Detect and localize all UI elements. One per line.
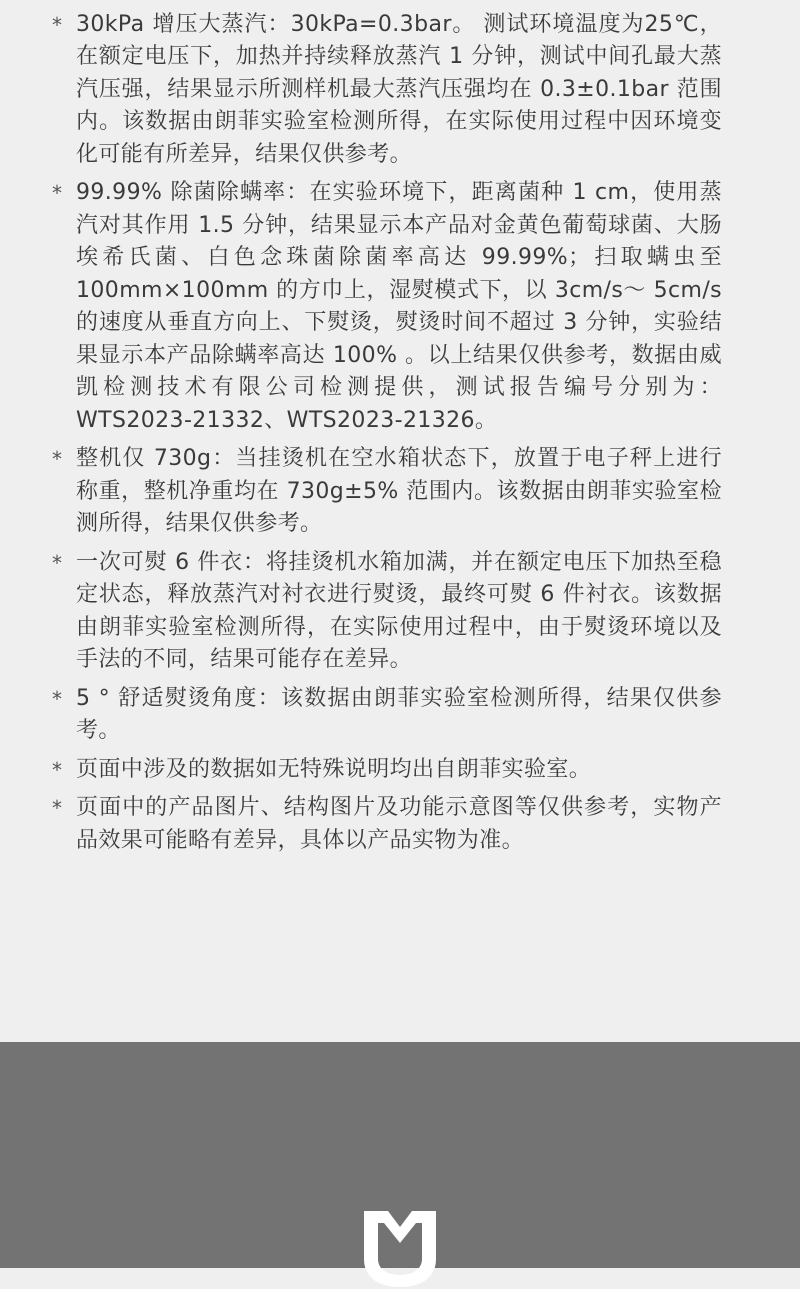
mijia-logo-icon (362, 1209, 438, 1289)
note-item-report-number (0, 0, 800, 3)
note-bullet: * (52, 686, 63, 711)
note-item-data-source (0, 754, 800, 787)
note-bullet: * (52, 447, 63, 471)
note-item-weight (0, 443, 800, 541)
note-bullet: * (52, 12, 63, 37)
note-item-garment-count (0, 547, 800, 677)
note-text: 页面中涉及的数据如无特殊说明均出自朗菲实验室。 (76, 756, 592, 782)
note-item-sterilization (0, 177, 800, 437)
note-item-image-reference (0, 792, 800, 857)
note-text: 整机仅 730g：当挂烫机在空水箱状态下，放置于电子秤上进行称重，整机净重均在 730g±5% 范围内。该数据由朗菲实验室检测所得，结果仅供参考。 (76, 446, 722, 536)
note-bullet: * (52, 796, 63, 820)
note-bullet: * (52, 181, 63, 205)
brand-footer (0, 1042, 800, 1268)
note-item-steam-pressure (0, 9, 800, 172)
note-text: 5 ° 舒适熨烫角度：该数据由朗菲实验室检测所得，结果仅供参考。 (76, 685, 722, 743)
note-text: 页面中的产品图片、结构图片及功能示意图等仅供参考，实物产品效果可能略有差异，具体以产品实物为准。 (76, 795, 722, 853)
note-text: 99.99% 除菌除螨率：在实验环境下，距离菌种 1 cm，使用蒸汽对其作用 1.5 分钟，结果显示本产品对金黄色葡萄球菌、大肠埃希氏菌、白色念珠菌除菌率高达 99.99%；扫取螨虫至 100mm×100mm 的方巾上，湿熨模式下，以 3cm/s～ 5cm/s 的速度从垂直方向上、下熨烫，熨烫时间不超过 3 分钟，实验结果显示本产品除螨率高达 100% 。以上结果仅供参考，数据由威凯检测技术有限公司检测提供，测试报告编号分别为：WTS2023-21332、WTS2023-21326。 (76, 180, 722, 433)
note-text: 30kPa 增压大蒸汽：30kPa=0.3bar。 测试环境温度为25℃，在额定电压下，加热并持续释放蒸汽 1 分钟，测试中间孔最大蒸汽压强，结果显示所测样机最大蒸汽压强均在 0.3±0.1bar 范围内。该数据由朗菲实验室检测所得，在实际使用过程中因环境变化可能有所差异，结果仅供参考。 (76, 11, 722, 167)
note-bullet: * (52, 757, 63, 782)
note-item-ironing-angle (0, 683, 800, 748)
note-text: 一次可熨 6 件衣：将挂烫机水箱加满，并在额定电压下加热至稳定状态，释放蒸汽对衬衣进行熨烫，最终可熨 6 件衬衣。该数据由朗菲实验室检测所得，在实际使用过程中，由于熨烫环境以及手法的不同，结果可能存在差异。 (76, 549, 722, 672)
note-bullet: * (52, 550, 63, 575)
